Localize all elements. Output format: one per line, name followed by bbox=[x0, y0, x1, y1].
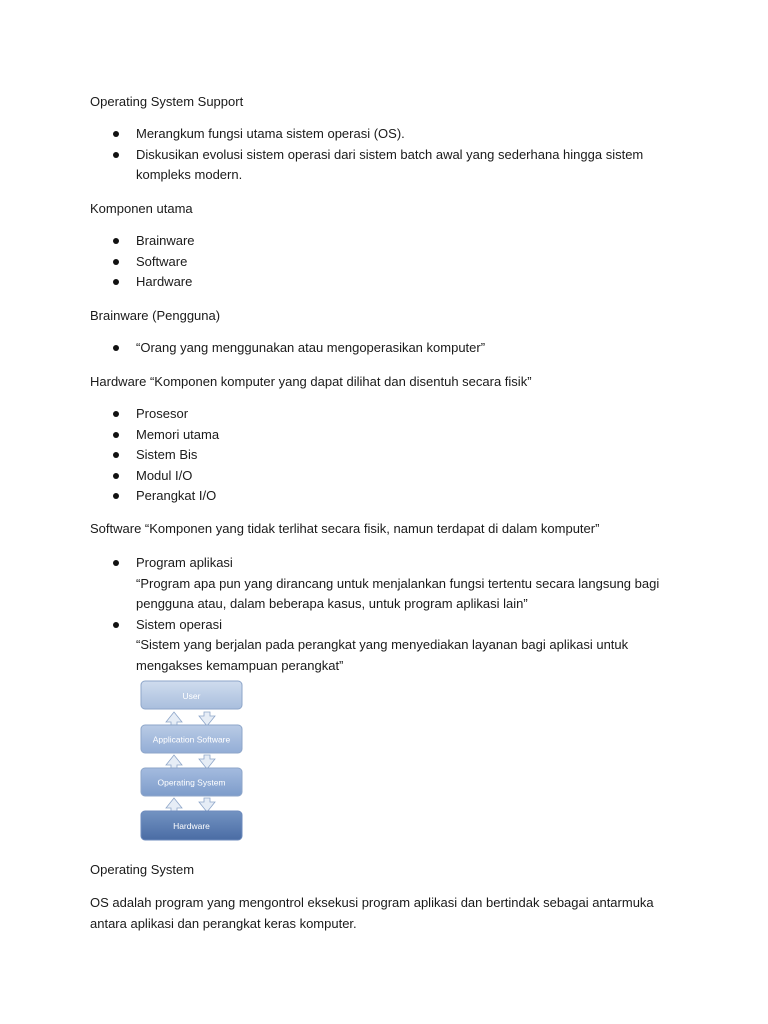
layer-application-software bbox=[141, 725, 242, 753]
arrow-down-icon bbox=[199, 798, 215, 812]
bullet-icon bbox=[113, 473, 119, 479]
brainware-list bbox=[0, 338, 768, 359]
layer-label: User bbox=[182, 691, 201, 701]
brainware-heading: Brainware (Pengguna) bbox=[90, 308, 221, 323]
list-item-text: Merangkum fungsi utama sistem operasi (OS). bbox=[136, 126, 405, 141]
components-list bbox=[0, 231, 768, 293]
list-item bbox=[0, 615, 696, 677]
arrow-down-icon bbox=[199, 712, 215, 726]
list-item-text: Diskusikan evolusi sistem operasi dari sistem batch awal yang sederhana hingga sistem kompleks modern. bbox=[136, 146, 644, 182]
bullet-icon bbox=[113, 622, 119, 628]
list-item bbox=[0, 425, 696, 446]
list-item-text: Sistem operasi bbox=[136, 616, 222, 632]
layer-label: Hardware bbox=[173, 821, 210, 831]
list-item bbox=[0, 124, 696, 145]
list-item bbox=[0, 272, 696, 293]
bullet-icon bbox=[113, 259, 119, 265]
bullet-icon bbox=[113, 411, 119, 417]
layer-hardware bbox=[141, 811, 242, 840]
hardware-list bbox=[0, 404, 768, 507]
intro-list bbox=[0, 124, 768, 186]
bullet-icon bbox=[113, 345, 119, 351]
list-item-text: Software bbox=[136, 253, 188, 269]
layer-label: Application Software bbox=[152, 734, 231, 745]
bullet-icon bbox=[113, 452, 119, 458]
layer-operating-system bbox=[141, 768, 242, 796]
layer-user bbox=[141, 681, 242, 709]
list-item bbox=[0, 466, 696, 487]
bullet-icon bbox=[113, 152, 119, 158]
layer-label: Operating System bbox=[157, 777, 226, 788]
list-item-text: Modul I/O bbox=[136, 467, 193, 483]
hardware-heading: Hardware “Komponen komputer yang dapat dilihat dan disentuh secara fisik” bbox=[90, 374, 532, 389]
list-item-text: Hardware bbox=[136, 274, 193, 289]
list-item-text: Perangkat I/O bbox=[136, 488, 217, 503]
software-heading: Software “Komponen yang tidak terlihat secara fisik, namun terdapat di dalam komputer” bbox=[90, 521, 600, 536]
list-item-text: Memori utama bbox=[136, 426, 220, 442]
bullet-icon bbox=[113, 560, 119, 566]
list-item bbox=[0, 486, 696, 507]
arrows-3 bbox=[166, 798, 215, 812]
list-item bbox=[0, 553, 696, 615]
list-item-text: Program aplikasi bbox=[136, 555, 233, 570]
bullet-icon bbox=[113, 279, 119, 285]
bullet-icon bbox=[113, 493, 119, 499]
list-item bbox=[0, 231, 696, 252]
os-paragraph: OS adalah program yang mengontrol eksekusi program aplikasi dan bertindak sebagai antarmuka antara aplikasi dan perangkat keras komputer. bbox=[90, 895, 654, 931]
arrow-up-icon bbox=[166, 798, 182, 812]
bullet-icon bbox=[113, 131, 119, 137]
list-item bbox=[0, 445, 696, 466]
list-item-description: “Program apa pun yang dirancang untuk menjalankan fungsi tertentu secara langsung bagi pengguna atau, dalam beberapa kasus, untuk program aplikasi lain” bbox=[136, 575, 660, 611]
arrows-2 bbox=[166, 755, 215, 769]
list-item bbox=[0, 404, 696, 425]
arrows-1 bbox=[166, 712, 215, 726]
software-list bbox=[0, 553, 768, 676]
arrow-up-icon bbox=[166, 755, 182, 769]
list-item bbox=[0, 252, 696, 273]
arrow-down-icon bbox=[199, 755, 215, 769]
diagram-svg bbox=[140, 680, 244, 842]
software-stack-diagram bbox=[140, 680, 244, 842]
list-item-text: “Orang yang menggunakan atau mengoperasikan komputer” bbox=[136, 340, 486, 355]
page-title: Operating System Support bbox=[90, 94, 244, 109]
list-item bbox=[0, 338, 696, 359]
list-item-text: Sistem Bis bbox=[136, 447, 198, 462]
components-heading: Komponen utama bbox=[90, 201, 193, 216]
bullet-icon bbox=[113, 238, 119, 244]
list-item-text: Prosesor bbox=[136, 406, 189, 421]
list-item bbox=[0, 145, 696, 186]
bullet-icon bbox=[113, 432, 119, 438]
os-heading: Operating System bbox=[90, 862, 195, 877]
list-item-text: Brainware bbox=[136, 233, 195, 248]
list-item-description: “Sistem yang berjalan pada perangkat yang menyediakan layanan bagi aplikasi untuk mengakses kemampuan perangkat” bbox=[136, 637, 629, 673]
arrow-up-icon bbox=[166, 712, 182, 726]
